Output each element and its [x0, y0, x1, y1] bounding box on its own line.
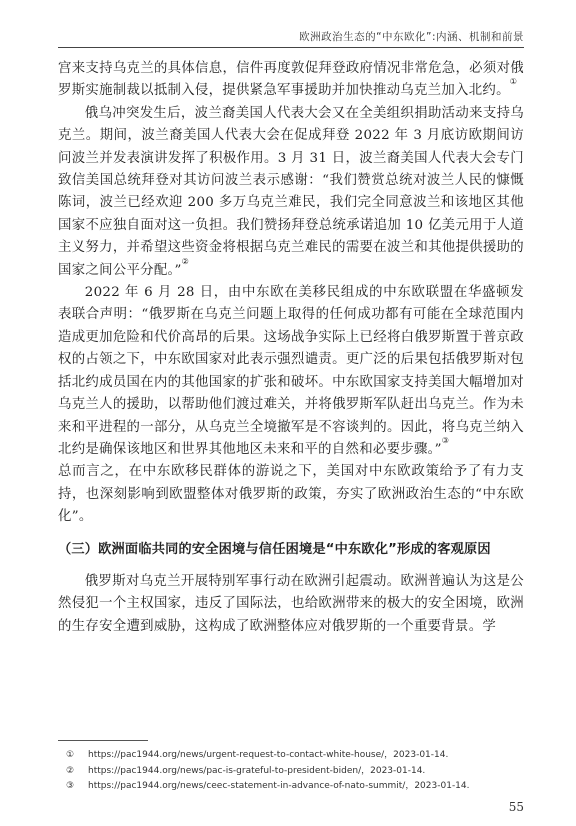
paragraph-2-text: 俄乌冲突发生后，波兰裔美国人代表大会又在全美组织捐助活动来支持乌克兰。期间，波兰裔美国人代表大会在促成拜登 2022 年 3 月底访欧期间访问波兰并发表演讲发挥了积极作用。3 月 31 日，波兰裔美国人代表大会专门致信美国总统拜登对其访问波兰表示感谢：“我们赞赏总统对波兰人民的慷慨陈词，波兰已经欢迎 200 多万乌克兰难民，我们完全同意波兰和该地区其他国家不应独自面对这一负担。我们赞扬拜登总统承诺追加 10 亿美元用于人道主义努力，并希望这些资金将根据乌克兰难民的需要在波兰和其他提供援助的国家之间公平分配。” [58, 105, 524, 278]
paragraph-2 [58, 103, 524, 282]
footnote-link-1[interactable]: https://pac1944.org/news/urgent-request-to-contact-white-house/，2023-01-14. [88, 750, 449, 760]
footnote-mark-2: ② [66, 765, 75, 776]
footnotes [66, 748, 524, 795]
header-rule [58, 47, 524, 48]
footnote-rule [58, 740, 148, 741]
paragraph-3-text: 2022 年 6 月 28 日，由中东欧在美移民组成的中东欧联盟在华盛顿发表联合声明：“俄罗斯在乌克兰问题上取得的任何成功都有可能在全球范围内造成更加危险和代价高昂的后果。这场战争实际上已经将白俄罗斯置于普京政权的占领之下，中东欧国家对此表示强烈谴责。更广泛的后果包括俄罗斯对包括北约成员国在内的其他国家的扩张和破坏。中东欧国家支持美国大幅增加对乌克兰人的援助，以帮助他们渡过难关，并将俄罗斯军队赶出乌克兰。作为未来和平进程的一部分，从乌克兰全境撤军是不容谈判的。因此，将乌克兰纳入北约是确保该地区和世界其他地区未来和平的自然和必要步骤。” [58, 285, 524, 457]
footnote-link-3[interactable]: https://pac1944.org/news/ceec-statement-in-advance-of-nato-summit/，2023-01-14. [88, 781, 470, 791]
section-heading: （三）欧洲面临共同的安全困境与信任困境是“中东欧化”形成的客观原因 [58, 541, 491, 557]
paragraph-3 [58, 282, 524, 461]
footnote-link-2[interactable]: https://pac1944.org/news/pac-is-grateful-to-president-biden/，2023-01-14. [88, 765, 426, 776]
footnote-mark-1: ① [66, 750, 75, 760]
paragraph-5-text: 俄罗斯对乌克兰开展特别军事行动在欧洲引起震动。欧洲普遍认为这是公然侵犯一个主权国家，违反了国际法，也给欧洲带来的极大的安全困境，欧洲的生存安全遭到威胁，这构成了欧洲整体应对俄罗斯的一个重要背景。学 [58, 573, 524, 634]
page-number: 55 [508, 800, 524, 814]
paragraph-4-text: 总而言之，在中东欧移民群体的游说之下，美国对中东欧政策给予了有力支持，也深刻影响到欧盟整体对俄罗斯的政策，夯实了欧洲政治生态的“中东欧化”。 [58, 464, 524, 525]
footnote-ref-2[interactable]: ② [181, 256, 190, 266]
footnote-ref-1[interactable]: ① [509, 77, 518, 87]
paragraph-1-text: 宫来支持乌克兰的具体信息，信件再度敦促拜登政府情况非常危急，必须对俄罗斯实施制裁以抵制入侵，提供紧急军事援助并加快推动乌克兰加入北约。 [58, 61, 524, 99]
running-header: 欧洲政治生态的“中东欧化”:内涵、机制和前景 [299, 31, 524, 43]
footnote-ref-3[interactable]: ③ [441, 435, 450, 445]
paragraph-5 [58, 571, 524, 638]
footnote-3 [66, 779, 524, 795]
footnote-2 [66, 764, 524, 780]
article-body [58, 58, 524, 638]
footnote-mark-3: ③ [66, 781, 75, 791]
paragraph-4 [58, 461, 524, 528]
footnote-1 [66, 748, 524, 764]
paragraph-1 [58, 58, 524, 103]
